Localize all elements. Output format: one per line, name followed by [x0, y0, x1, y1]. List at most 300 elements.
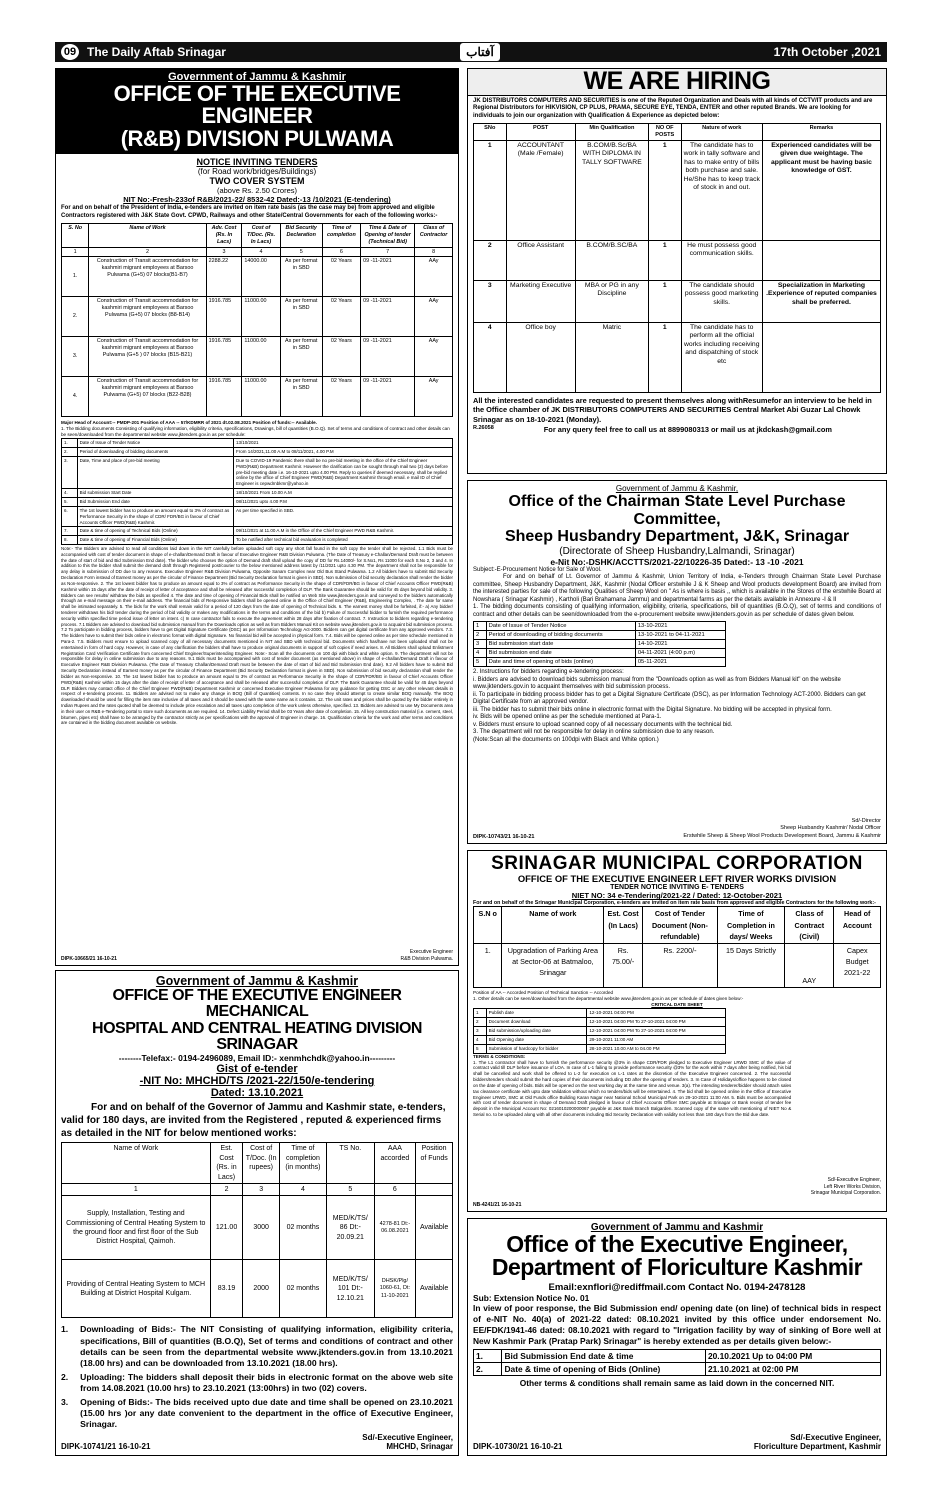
cell: 3000	[243, 1196, 279, 1260]
colnum: 4	[279, 1184, 326, 1196]
flori-title-2: Department of Floriculture Kashmir	[491, 1254, 863, 1281]
smc-notice: TENDER NOTICE INVITING E- TENDERS	[610, 884, 744, 892]
mech-dipk: DIPK-10741/21 16-10-21	[61, 1442, 151, 1451]
cell-name: Construction of Transit accommodation for kashmiri migrant employees at Barsoo Pulwama (G+5) 07 blocks(B1-B7)	[89, 257, 206, 297]
cell: 5.	[62, 497, 78, 506]
table-row	[62, 527, 453, 536]
cell: 4.	[62, 489, 78, 498]
cell: Supply, Installation, Testing and Commissioning of Central Heating System to the ground floor and first floor of the Sub District Hospital, Qaimoh.	[62, 1196, 211, 1260]
hiring-footer: All the interested candidates are requested to present themselves along withResumefor an interview to be held in the Office chamber of JK DISTRIBUTORS COMPUTERS AND SECURITIES Central Market Abi Guzar Lal Chowk Srinagar as on 18-10-2021 (Monday).	[473, 395, 872, 425]
cell: Publish date	[486, 1008, 587, 1017]
th-tdoc: Cost of Tender Document (Non-refundable)	[643, 907, 718, 943]
cell: 4	[474, 649, 487, 658]
cell: 5	[474, 1044, 487, 1053]
cell-date: 09 -11-2021	[361, 337, 415, 377]
flori-sig-1: Sd/-Executive Engineer,	[790, 1433, 881, 1442]
sheep-title-1: Office of the Chairman State Level Purchase Committee,	[508, 493, 846, 528]
cell: 2	[474, 631, 487, 640]
th-remarks: Remarks	[762, 123, 880, 140]
smc-dipk: NB-4241/21 16-10-21	[473, 1202, 522, 1208]
table-row	[62, 506, 453, 527]
sheep-instructions: 2. Instructions for bidders regarding e-tendering process: i. Bidders are advised to download bids submission manual from the "Downloads option as well as from Bidders Manual kit" on the website www.jktenders.gov.in to acquaint themselves with bid submission process. ii. To participate in bidding process bidder has to get a Digital Signature Certificate (DSC), as per Information Technology ACT-2000. Bidders can get Digital Certificate from an approved vendor. iii. The bidder has to submit their bids online in electronic format with the Digital Signature. No bidding will be accepted in physical form. iv. Bids will be opened online as per the schedule mentioned at Para-1. v. Bidders must ensure to upload scanned copy of all necessary documents with the technical bid. 3. The department will not be responsible for delay in online submission due to any reason. (Note:Scan all the documents on 100dpi with Black and White option.)	[473, 669, 866, 743]
sheep-tender-ad	[467, 480, 887, 844]
cell: 05-11-2021	[635, 658, 725, 667]
cell: Document download	[486, 1017, 587, 1026]
cell: Date of Issue of Tender Notice	[77, 439, 233, 448]
hiring-intro: JK DISTRIBUTORS COMPUTERS AND SECURITIES is one of the Reputed Organization and Deals with all kinds of CCTV/IT products and are Regional Distributors for HIKVISION, CP PLUS, PRAMA, SECURE EYE, TENDA, ENTER and other reputed Brands. We are looking for individuals to join our organization with Qualification & Experience as depicted below:	[473, 97, 873, 120]
th-open: Time & Date of Opening of tender (Technical Bid)	[361, 224, 415, 247]
colnum: 2	[210, 1184, 243, 1196]
sheep-para: For and on behalf of Lt. Governor of Jammu & Kashmir, Union Territory of India, e-Tenders through Chairman State Level Purchase committee, Sheep Husbandry Department, J&K, Kashmir (Nodal Officer erstwhile J & K Sheep and Wool products development Board) are invited from the interested parties for sale of the following Qualities of Sheep Wool on " As is where is basis ,, which is available in the Stores of the erstwhile Board at Nowshara ( Srinagar Kashmir) , Kartholi (Bari Brahamana Jammu) and departmental farms as per the details available in Annexure -I & II	[473, 574, 881, 603]
cell: 3	[474, 1026, 487, 1035]
pulwama-intro: For and on behalf of the President of India, e-tenders are invited on item rate basis (as the case may be) from approved and eligible Contractors registered with J&K State Govt. CPWD, Railways and other State/Central Governments for each of the following works:-	[61, 205, 438, 219]
sheep-title-2: Sheep Husbandry Department, J&K, Srinagar	[504, 528, 850, 546]
table-row	[474, 1044, 726, 1053]
cell-sno: 3.	[62, 337, 89, 377]
sheep-p1: 1. The bidding documents consisting of qualifying information, eligibility, criteria, specifications, bill of quantities (B.O.Q), set of terms and conditions of contract and other details can be seen/downloaded from the e-procurement website www.jktenders.gov.in as per schedule of dates given below.	[473, 604, 881, 618]
cell: 1.	[474, 943, 502, 987]
pulwama-govt: Government of Jammu & Kashmir	[168, 71, 346, 83]
cell: The candidate should possess good marketing skills.	[681, 280, 762, 322]
cell: The 1st lowest bidder has to produce an amount equal to 3% of contract as Performance Security in the shape of CDR/ FDR/BG in favour of Chief Accounts Officer PWD(R&B) Kashmir.	[77, 506, 233, 527]
table-row	[62, 377, 453, 417]
flori-contact: Email:exnflori@rediffmail.com Contact No. 0194-2478128	[548, 1281, 806, 1293]
th-sno: S. No	[62, 224, 89, 247]
colnum: 6	[374, 1184, 416, 1196]
cell: 29-10-2021 11:00 AM	[587, 1035, 726, 1044]
cell: 13/10/2021	[234, 439, 453, 448]
sheep-schedule-table	[473, 621, 726, 667]
th-time: Time of completion	[322, 224, 360, 247]
flori-govt: Government of Jammu and Kashmir	[590, 1222, 764, 1233]
flori-title-1: Office of the Executive Engineer,	[506, 1231, 848, 1257]
cell: 7.	[62, 527, 78, 536]
cell: Rs. 2200/-	[643, 943, 718, 987]
cell-time: 02 Years	[322, 377, 360, 417]
mech-sig-2: MHCHD, Srinagar	[386, 1442, 453, 1451]
cell: Bid submission/uploading date	[486, 1026, 587, 1035]
cell: Date, Time and place of pre-bid meeting	[77, 456, 233, 488]
th-adv-cost: Adv. Cost (Rs. In Lacs)	[206, 224, 242, 247]
cell-tdoc: 11000.00	[242, 297, 280, 337]
newspaper-name: The Daily Aftab Srinagar	[87, 45, 226, 59]
table-row	[474, 658, 726, 667]
pulwama-note-1: 1. The Bidding documents Consisting of qualifying information, eligibility criteria, specifications, Drawings, bill of quantities (B.O.Q). Set of terms and conditions of contract and other details can be seen/downloaded from the departmental website www.jktenders.gov.in as per schedule:	[61, 426, 450, 438]
pulwama-nit-no: NIT No:-Fresh-233of R&B/2021-22/ 8532-42 Dated:-13 /10/2021 (E-tendering)	[123, 195, 391, 205]
table-row	[474, 1349, 881, 1362]
cell: 12-10-2021 04:00 PM To 27-10-2021 04:00 PM	[587, 1026, 726, 1035]
hiring-title: WE ARE HIRING	[468, 69, 886, 96]
table-row	[474, 1008, 726, 1017]
flori-sig-2: Floriculture Department, Kashmir	[753, 1442, 881, 1451]
pulwama-schedule-table	[61, 438, 453, 545]
smc-critical: CRITICAL DATE SHEET	[651, 1001, 703, 1007]
cell: 1.	[62, 439, 78, 448]
cell: 2.	[474, 1362, 502, 1375]
cell-time: 02 Years	[322, 257, 360, 297]
smc-sig-2: Left River Works Division,	[823, 1183, 881, 1190]
colnum: 3	[206, 247, 242, 257]
th-aaa: AAA accorded	[374, 1143, 416, 1184]
cell: Matric	[575, 322, 648, 392]
th-name: Name of Work	[89, 224, 206, 247]
cell: Office Assistant	[506, 240, 575, 280]
hiring-table	[473, 123, 881, 393]
pulwama-major-head: Major Head of Account:-- PMDP-201 Position of AAA -- 57/KDMRR of 2021 dt.02.08.2021 Position of funds:-- Available.	[61, 420, 317, 426]
cell: 4	[474, 1035, 487, 1044]
list-item	[61, 1397, 453, 1431]
cell: 08/11/2021 upto 4.00 P.M	[234, 497, 453, 506]
table-row	[62, 456, 453, 488]
table-row	[474, 140, 881, 240]
cell: 1	[648, 322, 681, 392]
mechanical-tender-ad	[55, 970, 459, 1456]
cell: 20.10.2021 Up to 04:00 PM	[705, 1349, 880, 1362]
mech-title-2: HOSPITAL AND CENTRAL HEATING DIVISION SRINAGAR	[92, 1019, 422, 1053]
cell: 28-10-2021 10.00 AM to 04.00 PM	[587, 1044, 726, 1053]
mech-nit: -NIT No: MHCHD/TS /2021-22/150/e-tendering	[139, 1075, 375, 1088]
th-qual: Min Qualification	[575, 123, 648, 140]
cell-sno: 2.	[62, 297, 89, 337]
cell: Date & time of opening of Bids (Online)	[502, 1362, 706, 1375]
th-time: Time of completion (in months)	[279, 1143, 326, 1184]
cell: 1	[648, 140, 681, 240]
mech-dated: Dated: 13.10.2021	[210, 1087, 304, 1100]
item-num: 3.	[61, 1396, 69, 1407]
th-work: Nature of work	[681, 123, 762, 140]
cell: Available	[416, 1196, 453, 1260]
item-text: Opening of Bids:- The bids received upto due date and time shall be opened on 23.10.2021 (15.00 hrs )or any date convenient to the department in the office of Executive Engineer, Srinagar.	[80, 1396, 453, 1430]
cell: Date & time of opening of Technical Bids (Online)	[77, 527, 233, 536]
cell: Date of Issue of Tender Notice	[486, 622, 635, 631]
cell: 21.10.2021 at 02:00 PM	[705, 1362, 880, 1375]
cell: MED/K/TS/ 101 Dt:- 12.10.21	[327, 1260, 375, 1318]
colnum: 1	[62, 1184, 211, 1196]
smc-position: Position of AA -- Accorded Position of Technical Sanction -- Accorded	[473, 989, 614, 995]
cell: Bid Opening date	[486, 1035, 587, 1044]
cell-tdoc: 11000.00	[242, 377, 280, 417]
th-cost: Est. Cost (Rs. in Lacs)	[210, 1143, 243, 1184]
th-name: Name of Work	[62, 1143, 211, 1184]
cell-class: AAy	[415, 297, 453, 337]
sheep-subject: Subject:-E-Procurement Notice for Sale of Wool.	[473, 566, 602, 573]
cell-sno: 4.	[62, 377, 89, 417]
cell: Experienced candidates will be given due weightage. The applicant must be having basic knowledge of GST.	[762, 140, 880, 240]
colnum: 5	[327, 1184, 375, 1196]
th-tdoc: Cost of T/Doc. (Rs. In Lacs)	[242, 224, 280, 247]
colnum: 6	[322, 247, 360, 257]
cell-name: Construction of Transit accommodation for kashmiri migrant employees at Barsoo Pulwama (G+5 ) 07 blocks (B15-B21)	[89, 337, 206, 377]
table-row	[62, 1196, 453, 1260]
cell: 2	[474, 1017, 487, 1026]
colnum: 8	[415, 247, 453, 257]
newspaper-header	[55, 42, 887, 62]
cell: 12-10-2021 04:00 PM To 27-10-2021 04:00 PM	[587, 1017, 726, 1026]
cell: Specialization in Marketing .Experience of reputed companies shall be preferred.	[762, 280, 880, 322]
cell: Bid Submission End date	[77, 497, 233, 506]
table-row	[62, 297, 453, 337]
flori-subject: Sub: Extension Notice No. 01	[473, 1292, 590, 1303]
th-pos: Position of Funds	[416, 1143, 453, 1184]
cell: Date and time of opening of bids (online)	[486, 658, 635, 667]
cell-bid: As per format in SBD	[280, 257, 322, 297]
cell: 1	[474, 622, 487, 631]
cell: Providing of Central Heating System to MCH Building at District Hospital Kulgam.	[62, 1260, 211, 1318]
cell: 2	[474, 240, 507, 280]
list-item	[61, 1372, 453, 1395]
th-name: Name of work	[502, 907, 604, 943]
cell-class: AAy	[415, 257, 453, 297]
cell: From 14/2021,11.00 A.M to 08/11/2021, 4.00 P.M	[234, 448, 453, 457]
colnum	[416, 1184, 453, 1196]
th-class: Class of Contractor	[415, 224, 453, 247]
table-row	[474, 280, 881, 322]
cell: DHSK/Plg/ 1060-61, Dt: 11-10-2021	[374, 1260, 416, 1318]
cell-date: 09 -11-2021	[361, 257, 415, 297]
mech-gist: Gist of e-tender	[216, 1063, 298, 1076]
cell: MED/K/TS/ 86 Dt:- 20.09.21	[327, 1196, 375, 1260]
colnum: 4	[242, 247, 280, 257]
cell: 13-10-2021	[635, 622, 725, 631]
cell: 1	[474, 1008, 487, 1017]
mech-sig-1: Sd/-Executive Engineer,	[362, 1433, 453, 1442]
cell: 09/11/2021 at 11.00 A.M in the Office of the Chief Engineer PWD R&B Kashmir.	[234, 527, 453, 536]
smc-sig-1: Sd/-Executive Engineer,	[827, 1176, 881, 1183]
cell-time: 02 Years	[322, 337, 360, 377]
smc-subtitle: OFFICE OF THE EXECUTIVE ENGINEER LEFT RIVER WORKS DIVISION	[517, 873, 837, 885]
table-row	[62, 337, 453, 377]
table-row	[474, 1362, 881, 1375]
sheep-sig-3: Erstwhile Sheep & Sheep Wool Products Development Board, Jammu & Kashmir	[683, 832, 881, 839]
pulwama-works-table	[61, 223, 453, 417]
cell: 1	[648, 280, 681, 322]
pulwama-sig-1: Executive Engineer	[409, 949, 453, 955]
table-row	[474, 1035, 726, 1044]
th-ts: TS No.	[327, 1143, 375, 1184]
mech-govt: Government of Jammu & Kashmir	[155, 974, 359, 988]
cell: The candidate has to work in tally software and has to make entry of bills both purchase and sale. He/She has to keep track of stock in and out.	[681, 140, 762, 240]
cell: 04-11-2021 (4:00 p.m)	[635, 649, 725, 658]
cell: ACCOUNTANT (Male /Female)	[506, 140, 575, 240]
th-time: Time of Completion in days/ Weeks	[717, 907, 784, 943]
cell-bid: As per format in SBD	[280, 297, 322, 337]
item-text: Uploading: The bidders shall deposit their bids in electronic format on the above web site from 14.08.2021 (10.00 hrs) to 23.10.2021 (13:00hrs) in two (02) covers.	[80, 1371, 453, 1394]
th-tdoc: Cost of T/Doc. (In rupees)	[243, 1143, 279, 1184]
table-row	[474, 649, 726, 658]
cell: 02 months	[279, 1260, 326, 1318]
cell-date: 09 -11-2021	[361, 297, 415, 337]
mech-para: For and on behalf of the Governor of Jammu and Kashmir state, e-tenders, valid for 180 days, are invited from the Registered , reputed & experienced firms as detailed in the NIT for below mentioned works:	[61, 1102, 446, 1140]
smc-title: SRINAGAR MUNICIPAL CORPORATION	[491, 853, 863, 874]
table-row	[474, 240, 881, 280]
cell-name: Construction of Transit accommodation for kashmiri migrant employees at Barsoo Pulwama (G+5) 07 blocks (B8-B14)	[89, 297, 206, 337]
pulwama-sig-2: R&B Division Pulwama.	[400, 955, 453, 962]
colnum: 1	[62, 247, 89, 257]
cell: Upgradation of Parking Area at Sector-06 at Batmaloo, Srinagar	[502, 943, 604, 987]
page-number: 09	[61, 44, 79, 60]
cell: 1	[474, 140, 507, 240]
cell: Bid Submission End date & time	[502, 1349, 706, 1362]
table-row	[62, 257, 453, 297]
cell: Marketing Executive	[506, 280, 575, 322]
colnum: 7	[361, 247, 415, 257]
pulwama-system: TWO COVER SYSTEM	[209, 176, 305, 187]
table-row	[62, 1260, 453, 1318]
cell: MBA or PG in any Discipline	[575, 280, 648, 322]
cell: To be notified after technical bid evaluation is completed	[234, 536, 453, 545]
cell: 1	[648, 240, 681, 280]
pulwama-nit-heading: NOTICE INVITING TENDERS	[196, 157, 318, 168]
table-row	[474, 322, 881, 392]
cell: 14-10-2021	[635, 640, 725, 649]
th-posts: NO OF POSTS	[648, 123, 681, 140]
cell: Office boy	[506, 322, 575, 392]
cell: 121.00	[210, 1196, 243, 1260]
cell	[762, 322, 880, 392]
pulwama-dipk: DIPK-10665/21 16-10-21	[61, 955, 117, 962]
table-row	[474, 631, 726, 640]
item-text: Downloading of Bids:- The NIT Consisting of qualifying information, eligibility criteria, specifications, Bill of quantities (B.O.Q), Set of terms and conditions of contract and other details can be seen from the departmental website www.jktenders.gov.in from 13.10.2021 (18.00 hrs) and can be downloaded from 13.10.2021 (18.00 hrs).	[80, 1324, 453, 1369]
th-head: Head of Account	[834, 907, 881, 943]
cell-class: AAy	[415, 377, 453, 417]
th-post: POST	[506, 123, 575, 140]
cell: 02 months	[279, 1196, 326, 1260]
smc-other: 1. Other details can be seen/downloaded from the departmental website www.jktenders.gov.in as per schedule of dates given below:-	[473, 995, 744, 1001]
th-cost: Est. Cost (In Lacs)	[604, 907, 643, 943]
cell: Period of downloading of bidding documents	[486, 631, 635, 640]
flori-schedule-table	[473, 1349, 881, 1376]
th-class: Class of Contract (Civil)	[785, 907, 834, 943]
cell: B.COM/B.Sc/BA WITH DIPLOMA IN TALLY SOFTWARE	[575, 140, 648, 240]
cell: He must possess good communication skills.	[681, 240, 762, 280]
smc-terms-heading: TERMS & CONDITIONS:	[473, 1053, 526, 1059]
table-row	[62, 497, 453, 506]
issue-date: 17th October ,2021	[773, 45, 881, 59]
colnum: 2	[89, 247, 206, 257]
th-sno: S.N o	[474, 907, 502, 943]
cell: The candidate has to perform all the official works including receiving and dispatching of stock etc	[681, 322, 762, 392]
smc-schedule-table	[473, 1008, 726, 1054]
th-bid-sec: Bid Security Declaration	[280, 224, 322, 247]
cell: 1.	[474, 1349, 502, 1362]
list-item	[61, 1324, 453, 1369]
table-row	[62, 439, 453, 448]
cell: As per time specified in SBD.	[234, 506, 453, 527]
table-row	[62, 448, 453, 457]
cell: Bid submission end date	[486, 649, 635, 658]
item-num: 2.	[61, 1371, 69, 1382]
smc-sig-3: Srinagar Municipal Corporation.	[810, 1190, 881, 1197]
sheep-govt: Government of Jammu & Kashmir,	[615, 484, 739, 493]
cell: Date & time of opening of Financial Bids (Online)	[77, 536, 233, 545]
pulwama-for: (for Road work/bridges/Buildings)	[197, 167, 317, 177]
cell: 18/10/2021 From 10.00 A.M	[234, 489, 453, 498]
smc-intro: For and on behalf of the Srinagar Municipal Corporation, e-tenders are invited on item rate basis from approved and eligible Contractors for the following work:-	[473, 900, 876, 907]
table-row	[474, 1017, 726, 1026]
hiring-contact: For any query feel free to call us at 8899080313 or mail us at jkdckash@gmail.com	[543, 424, 832, 434]
hiring-ad	[467, 68, 887, 474]
pulwama-banner	[56, 69, 458, 154]
colnum: 5	[280, 247, 322, 257]
item-num: 1.	[61, 1324, 69, 1335]
hiring-ref: R.26058	[473, 424, 494, 431]
cell: 6.	[62, 506, 78, 527]
pulwama-title-1: OFFICE OF THE EXECUTIVE ENGINEER	[113, 81, 401, 129]
pulwama-terms: Note:- The Bidders are advised to read all conditions laid down in the NIT carefully before uploaded soft copy any short fall found in the soft copy the tender shall be rejected. 1.1 Bids must be accompanied with cost of tender document in shape of e-challan/Demand Draft in favour of Executive Engineer R&B Division Pulwama. (The Date of Treasury e-Challan/Demand Draft must be between the date of start of bid and Bid Submission End date). The bidder who chooses the option of Demand draft shall upload the copy of DD for Rs.14000/- for S.No1, Rs 11000 for each S.No 2, 3 and 4. In addition to this the bidder shall submit the demand draft through Registered post/courier to the below mentioned address latest by /11/2021 upto 4.30 PM. The department shall not be responsible for any delay in submission of DD due to any reasons. Executive Engineer R&B Division Pulwama, Opposite Sanam Complex near Old Bus Stand Pulwama. 1.2 All bidders have to submit Bid Security Declaration Form instead of Earnest money as per the circular of Finance Department (Bid Security Declaration format is given in SBD). Non submission of bid security declaration shall render the bidder as Non-responsive. 2. The 1st lowest bidder has to produce an amount equal to 3% of contract as Performance Security in the shape of CDR/FDR/BG in favour of Chief Accounts Officer PWD(R&B) Kashmir within 15 days after the date of receipt of letter of acceptance and shall be released after successful completion of DLP. The Bank Guarantee should be valid for 45 days beyond bid validity. 3. Bidders can see results/ withdraw the bids as specified 4. The date and time of opening of Financial Bids shall be notified on Web Site www.jktenders.gov.in and conveyed to the bidders automatically through an e-mail message on their e-mail address. The financial bids of Responsive bidders shall be opened online in the Office of Chief Engineer (R&B), Engineering Complex, . The date for same shall be intimated separately. 5. The bids for the work shall remain valid for a period of 120 days from the date of opening of Technical bids. 6. The earnest money shall be forfeited, if:- a) Any bidder/ tenderer withdraws his bid/ tender during the period of bid validity or makes any modifications in the terms and conditions of the bid b) Failure of Successful bidder to furnish the required performance security within specified time period issue of letter on intent. c) In case contractor fails to execute the agreement within 28 days after fixation of contract. 7. Instruction to bidders regarding e-tendering process. 7.1 Bidders are advised to download bid submission manual from the Downloads option as well as from Bidders Manual Kit on website www.jktenders.gov.in to acquaint bid submission process. 7.2 To participate in bidding process, bidders have to get Digital Signature Certificate (DSC) as per Information Technology Act-2000. Bidders can get digital certificate from any approved vendors. 7.3. The bidders have to submit their bids online in electronic format with digital Signature. No financial bid will be accepted in physical form. 7.4. Bids will be opened online as per time schedule mentioned in Para-2. 7.5. Bidders must ensure to upload scanned copy of all necessary documents mentioned in NIT and SBD with technical bid. Documents which has/have not been uploaded shall not be entertained in form of hard copy. However, in case of any clarification the bidders shall have to produce original documents in support of soft copies if need arises. 8. All Bidders shall upload Enlistment Registration Card Verification Certificate from concerned Chief Engineer/Superintending Engineer. Note:- Scan all the documents on 100 dpi with black and white option. 9. The department will not be responsible for delay in online submission due to any reasons. 9.1 Bids must be accompanied with cost of tender document (as mentioned above) in shape of e-challan/Demand Draft in favour of Executive Engineer R&B Division Pulwama. (The Date of Treasury Challan/Demand Draft must be between the date of start of bid and Bid Submission End date). 9.2 All bidders have to submit Bid Security Declaration instead of Earnest money as per the circular of Finance Department (Bid Security Declaration format is given in SBD). Non submission of bid security declaration shall render the bidder as Non-responsive. 10. The 1st lowest bidder has to produce an amount equal to 3% of contract as Performance Security in the shape of CDR/FDR/BG in favour of Chief Accounts Officer PWD(R&B) Kashmir within 15 days after the date of receipt of letter of acceptance and shall be released after successful completion of DLP. The Bank Guarantee should be valid for 45 days beyond DLP. Bidders may contact office of the Chief Engineer PWD(R&B) Department Kashmir or concerned Executive Engineer Pulwama for any guidance for getting DSC or any other relevant details in respect of e-tendering process. 11. Bidders are advised not to make any change in BOQ (Bill of Quantities) contents. In no case they should attempt to create similar BOQ manually. The BOQ downloaded should be used for filling the item rate inclusive of all taxes and it should be saved with the same name as it contains. 12. The unit rates and prices shall be quoted by the bidder entirely in Indian Rupees and the rates quoted shall be deemed to include price escalation and all taxes upto completion of the work unless otherwise, specified. 13. Bidders are advised to use My Documents area in their user on R&B e-Tendering portal to store such documents as are required. 14. Defect Liability Period shall be 03 Years after date of completion. 15. All key construction material (i.e. cement, steel, bitumen, pipes etc) shall have to be arranged by the contractor strictly as per specifications with the approval of Engineer in charge. 16. Qualification criteria for the work and other terms and conditions are contained in the bidding document available on website.	[61, 546, 453, 726]
colnum: 3	[243, 1184, 279, 1196]
table-row	[474, 1026, 726, 1035]
sheep-directorate: (Directorate of Sheep Husbandry,Lalmandi, Srinagar)	[559, 545, 795, 557]
flori-para: In view of poor response, the Bid Submission end/ opening date (on line) of technical bids in respect of e-NIT No. 40(a) of 2021-22 dated: 08.10.2021 invited by this office under endorsement No. EE/FDK/1941-46 dated: 08.10.2021 with regard to "Irrigation facility by way of sinking of Bore well at New Kashmir Park (Pratap Park) Srinagar" is hereby extended as per details given below:-	[473, 1302, 881, 1346]
cell: 15 Days Strictly	[717, 943, 784, 987]
cell-cost: 1916.785	[206, 377, 242, 417]
smc-terms: 1. The L1 contractor shall have to furnish the performance security @3% in shape CDR/FDR pledged to Executive Engineer LRWD SMC of the value of contract valid till DLP before issuance of LOA. In case of L-1 failing to provide performance security @3% for the work within 7 days after being notified, his bid shall be cancelled and work shall be offered to L-2 for execution on L-1 rates at the discretion of the Executive Engineer concerned. 2. The successful bidders/tenders should submit the hard copies of their documents including DD after the opening of tenders. 3. In Case of Holidays/office happens to be closed on the date of opening of bids. Bids will be opened on the next working day at the same time and venue. 3(a). The intending tenderer/bidder should attach sales tax clearance certificate with upto date Validation without which no tenders/bids will be entertained. 4. The bid shall be opened online in the Office of Executive Engineer LRWD, SMC at Old Funds office Building Karan Nagar near National School Municipal Park on 29-10-2021 11:00 AM. 5. Bids must be accompanied with cost of tender document in shape of Demand Draft pledged in favour of Chief Accounts Officer SMC payable at Srinagar or Bank receipt of tender fee deposit in the Municipal Account No: 0216010200000067 payable at J&K Bank Branch Balgarden. Scanned copy of the same with mentioning of NIET No & Serial no. to be uploaded along with all other documents including Bid Security Declaration with validity not less than 180 days from the Bid due date.	[473, 1059, 792, 1118]
floriculture-ad	[467, 1218, 887, 1456]
cell-date: 09 -11-2021	[361, 377, 415, 417]
table-row	[474, 622, 726, 631]
mech-telefax: --------Telefax:- 0194-2496089, Email ID:- xenmhchdk@yahoo.in---------	[118, 1053, 396, 1064]
cell-cost: 2288.22	[206, 257, 242, 297]
table-row	[474, 943, 881, 987]
cell: 3.	[62, 456, 78, 488]
table-row	[62, 489, 453, 498]
table-row	[62, 536, 453, 545]
cell-class: AAy	[415, 337, 453, 377]
cell-tdoc: 11000.00	[242, 337, 280, 377]
cell: Bid submission Start Date	[77, 489, 233, 498]
cell: 4278-81 Dt:- 06.08.2021	[374, 1196, 416, 1260]
cell: Period of downloading of bidding documents	[77, 448, 233, 457]
cell-time: 02 Years	[322, 297, 360, 337]
sheep-dipk: DIPK-10743/21 16-10-21	[473, 834, 535, 840]
smc-works-table	[473, 906, 881, 987]
newspaper-logo: آفتاب	[460, 43, 500, 61]
cell: Bid submission start date	[486, 640, 635, 649]
cell: 4	[474, 322, 507, 392]
cell: 8.	[62, 536, 78, 545]
pulwama-title-2: (R&B) DIVISION PULWAMA	[120, 125, 394, 151]
smc-nit: NIET NO: 34 e-Tendering/2021-22 / Dated: 12-October-2021	[571, 891, 783, 901]
table-row	[474, 640, 726, 649]
mech-works-table	[61, 1142, 453, 1318]
cell	[762, 240, 880, 280]
flori-dipk: DIPK-10730/21 16-10-21	[473, 1442, 563, 1451]
cell: 12-10-2021 04:00 PM	[587, 1008, 726, 1017]
cell: 5	[474, 658, 487, 667]
cell: 2000	[243, 1260, 279, 1318]
sheep-sig-1: Sd/-Director	[851, 817, 881, 824]
cell: Submission of hardcopy for bidder	[486, 1044, 587, 1053]
cell: 3	[474, 280, 507, 322]
pulwama-tender-ad	[55, 68, 459, 966]
th-sno: SNo	[474, 123, 507, 140]
cell-cost: 1916.785	[206, 297, 242, 337]
cell: Capex Budget 2021-22	[834, 943, 881, 987]
cell: B.COM/B.SC/BA	[575, 240, 648, 280]
cell-cost: 1916.785	[206, 337, 242, 377]
cell: Available	[416, 1260, 453, 1318]
cell: Rs. 75.00/-	[604, 943, 643, 987]
cell: Due to COVID-19 Pandemic there shall be no pre-bid meeting in the office of the Chief Engineer PWD(R&B) Department Kashmir. However the clarification can be sought through mail two (2) days before pre-bid meeting date i.e. 16-10-2021 upto 4.00 PM. Reply to queries if deemed necessary, shall be replied online by the office of Chief Engineer PWD(R&B) Department Kashmir through email. e mail ID of Chief Engineer is cepwdrnbkmr@yahoo.in	[234, 456, 453, 488]
sheep-sig-2: Sheep Husbandry Kashmir/ Nodal Officer	[780, 825, 881, 832]
cell: 83.19	[210, 1260, 243, 1318]
cell: AAY	[785, 943, 834, 987]
cell-name: Construction of Transit accommodation for kashmiri migrant employees at Barsoo Pulwama (G+5) 07 blocks (B22-B28)	[89, 377, 206, 417]
cell-tdoc: 14000.00	[242, 257, 280, 297]
cell: 2.	[62, 448, 78, 457]
cell: 3	[474, 640, 487, 649]
flori-other-terms: Other terms & conditions shall remain same as laid down in the concerned NIT.	[519, 1377, 835, 1388]
